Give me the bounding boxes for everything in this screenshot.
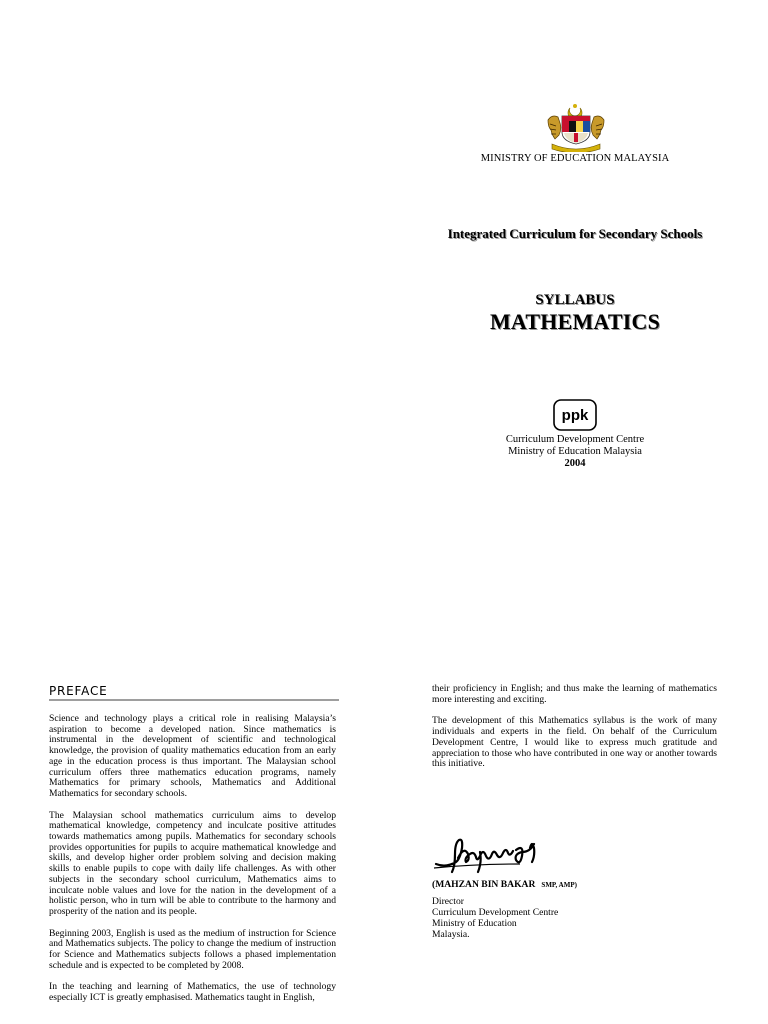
signatory-name: MAHZAN BIN BAKAR — [435, 879, 536, 890]
publisher-line-1: Curriculum Development Centre — [505, 434, 645, 445]
preface-paragraph: Beginning 2003, English is used as the medium of instruction for Science and Mathematics subjects. The policy to change the medium of instruction for Science and Mathematics subjects follows a phased implementation schedule and is expected to be completed by 2008. — [49, 927, 336, 971]
subject-title: MATHEMATICS — [489, 309, 661, 334]
preface-paragraph: The development of this Mathematics syllabus is the work of many individuals and experts in the field. On behalf of the Curriculum Development Centre, I would like to express much gratitude and appreciation to those who have contributed in one way or another towards this initiative. — [432, 715, 717, 770]
signatory-title: Director — [432, 896, 464, 907]
preface-paragraph: In the teaching and learning of Mathematics, the use of technology especially ICT is greatly emphasised. Mathematics taught in English, — [49, 981, 336, 1004]
address-line-3: Malaysia. — [432, 929, 470, 940]
syllabus-label: SYLLABUS — [535, 292, 615, 308]
ppk-logo — [553, 399, 597, 431]
address-line-2: Ministry of Education — [432, 918, 517, 929]
signatory-open-paren: ( — [432, 879, 436, 890]
heading-divider — [49, 699, 339, 701]
coat-of-arms-emblem — [540, 102, 612, 152]
signatory-postnominal: SMP, AMP) — [541, 881, 577, 889]
publisher-block — [430, 434, 720, 470]
publication-year: 2004 — [564, 458, 586, 469]
curriculum-title: Integrated Curriculum for Secondary Schools — [447, 226, 703, 241]
signatory-address — [432, 896, 558, 940]
preface-paragraph: Science and technology plays a critical role in realising Malaysia’s aspiration to become a developed nation. Since mathematics is instrumental in the development of scientific and technological knowledge, the provision of quality mathematics education from an early age in the education process is thus important. The Malaysian school curriculum offers three mathematics education programs, namely Mathematics for primary schools, Mathematics and Additional Mathematics for secondary schools. — [49, 713, 336, 799]
preface-right-column — [432, 684, 717, 781]
ppk-logo-text: ppk — [561, 407, 589, 424]
preface-paragraph: their proficiency in English; and thus make the learning of mathematics more interesting and exciting. — [432, 683, 717, 705]
director-signature — [432, 828, 562, 876]
preface-paragraph: The Malaysian school mathematics curriculum aims to develop mathematical knowledge, competency and inculcate positive attitudes towards mathematics among pupils. Mathematics for secondary schools provides opportunities for pupils to acquire mathematical knowledge and skills, and develop higher order problem solving and decision making skills to enable pupils to cope with daily life challenges. As with other subjects in the secondary school curriculum, Mathematics aims to inculcate noble values and love for the nation in the development of a holistic person, who in turn will be able to contribute to the harmony and prosperity of the nation and its people. — [49, 809, 336, 917]
publisher-line-2: Ministry of Education Malaysia — [508, 446, 642, 457]
ministry-name: MINISTRY OF EDUCATION MALAYSIA — [480, 153, 670, 164]
preface-left-column — [49, 714, 336, 1015]
preface-heading: PREFACE — [49, 684, 108, 698]
address-line-1: Curriculum Development Centre — [432, 907, 559, 918]
signatory-name-line — [432, 879, 577, 890]
